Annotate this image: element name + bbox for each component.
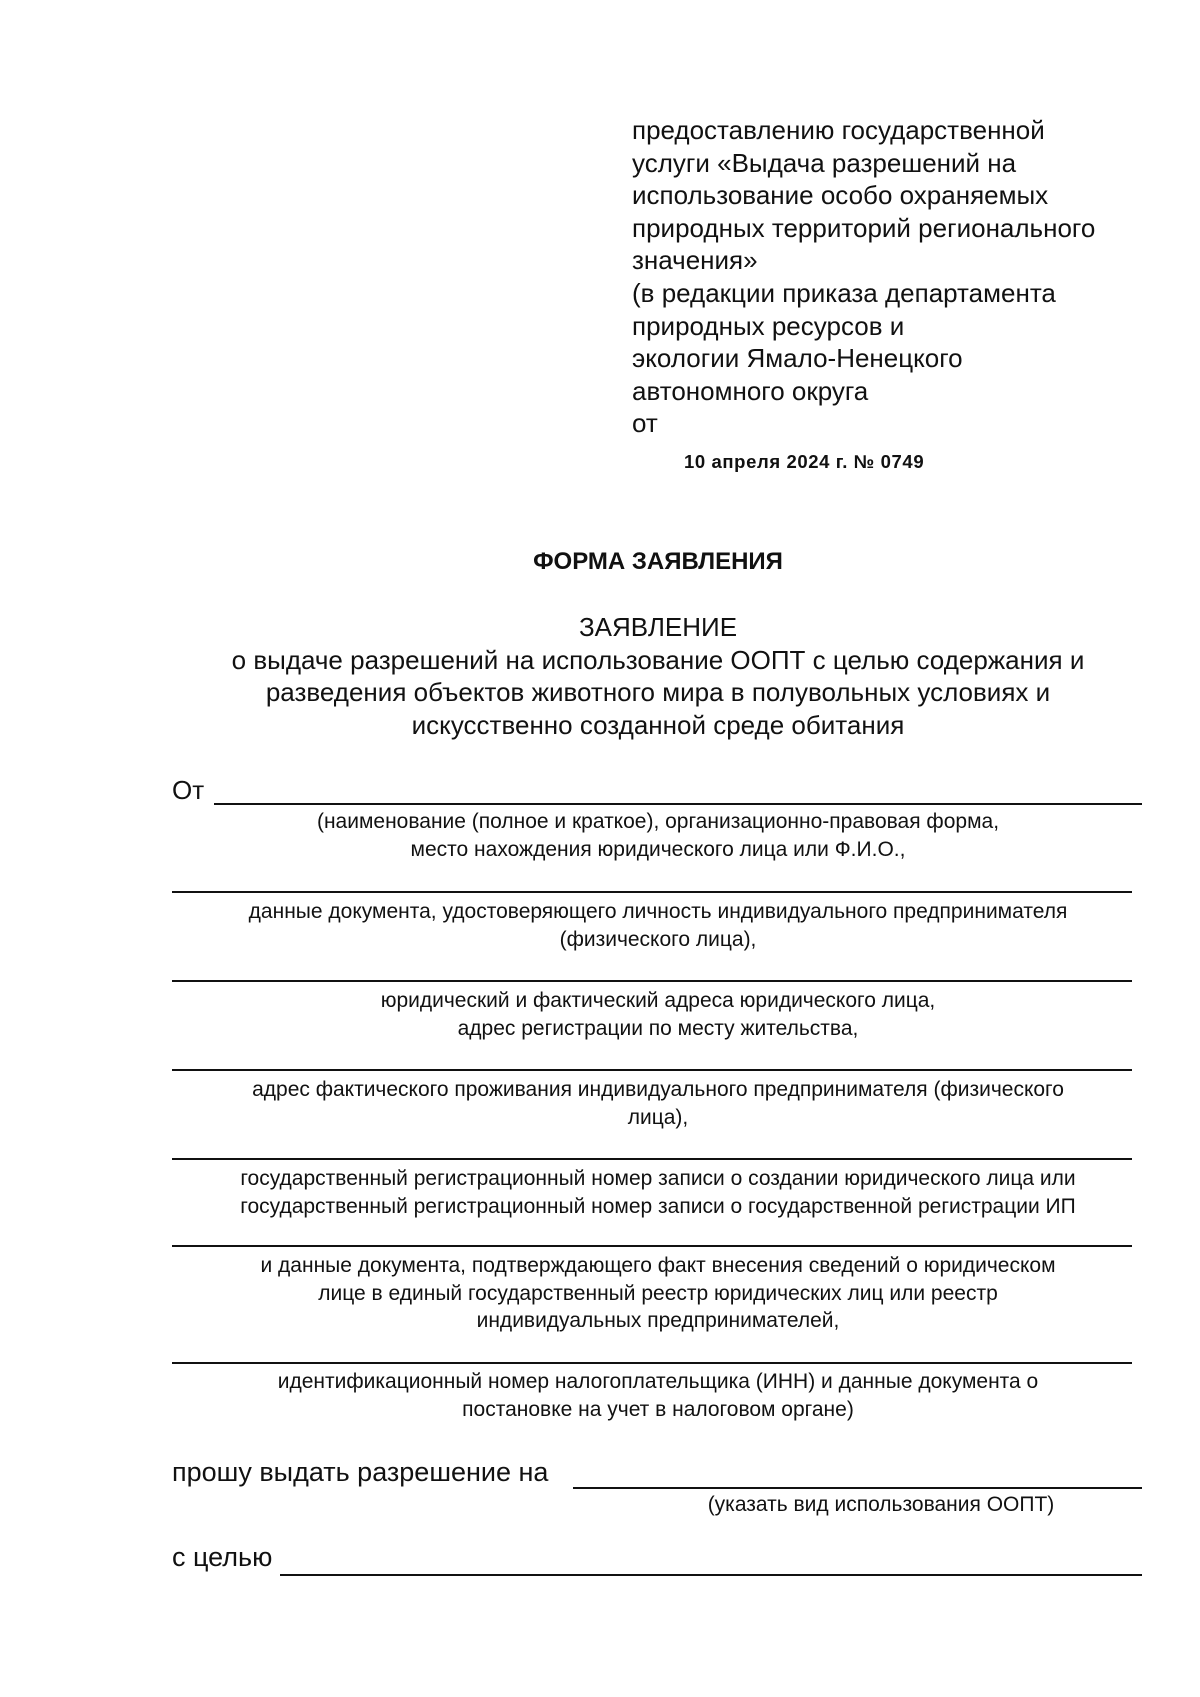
statement-line: искусственно созданной среде обитания	[411, 709, 905, 740]
header-line: значения»	[632, 245, 758, 276]
field-caption: данные документа, удостоверяющего личность индивидуального предпринимателя (физического лица),	[248, 900, 1068, 951]
registration-number-line[interactable]	[172, 1158, 1132, 1160]
field-caption: государственный регистрационный номер записи о создании юридического лица или государственный регистрационный номер записи о государственной регистрации ИП	[240, 1167, 1076, 1218]
field-caption: идентификационный номер налогоплательщика (ИНН) и данные документа о постановке на учет в налоговом органе)	[277, 1370, 1039, 1421]
field-caption: (наименование (полное и краткое), организационно-правовая форма, место нахождения юридического лица или Ф.И.О.,	[316, 810, 1000, 861]
request-label: прошу выдать разрешение на	[172, 1457, 549, 1487]
form-title: ФОРМА ЗАЯВЛЕНИЯ	[533, 548, 783, 575]
statement-line: разведения объектов животного мира в полувольных условиях и	[265, 677, 1051, 707]
header-line: природных территорий регионального	[632, 212, 1096, 243]
field-caption: юридический и фактический адреса юридического лица, адрес регистрации по месту жительства,	[380, 989, 936, 1040]
header-line: экологии Ямало-Ненецкого	[632, 343, 963, 374]
statement-line: ЗАЯВЛЕНИЕ	[578, 612, 738, 642]
header-line: использование особо охраняемых	[632, 180, 1049, 211]
residence-address-line[interactable]	[172, 1069, 1132, 1071]
header-block	[632, 114, 1172, 440]
field-caption: и данные документа, подтверждающего факт внесения сведений о юридическом лице в единый государственный реестр юридических лиц или реестр индивидуальных предпринимателей,	[260, 1254, 1056, 1332]
order-date-stamp: 10 апреля 2024 г. № 0749	[684, 451, 925, 472]
statement-line: о выдаче разрешений на использование ООПТ с целью содержания и	[231, 644, 1085, 675]
header-line: автономного округа	[632, 375, 869, 406]
inn-line[interactable]	[172, 1362, 1132, 1364]
purpose-label: с целью	[172, 1542, 273, 1572]
header-line: от	[632, 408, 658, 439]
usage-type-caption: (указать вид использования ООПТ)	[707, 1493, 1055, 1516]
from-label: От	[172, 775, 205, 805]
header-line: (в редакции приказа департамента	[632, 277, 1056, 308]
purpose-line[interactable]	[280, 1574, 1142, 1576]
registry-document-line[interactable]	[172, 1245, 1132, 1247]
address-line[interactable]	[172, 980, 1132, 982]
usage-type-line[interactable]	[573, 1487, 1142, 1489]
identity-document-line[interactable]	[172, 891, 1132, 893]
header-line: предоставлению государственной	[632, 115, 1045, 145]
statement-heading	[160, 611, 1156, 741]
header-line: услуги «Выдача разрешений на	[632, 147, 1017, 178]
field-caption: адрес фактического проживания индивидуального предпринимателя (физического лица),	[252, 1078, 1064, 1129]
header-line: природных ресурсов и	[632, 310, 905, 341]
applicant-name-line[interactable]	[214, 803, 1142, 805]
